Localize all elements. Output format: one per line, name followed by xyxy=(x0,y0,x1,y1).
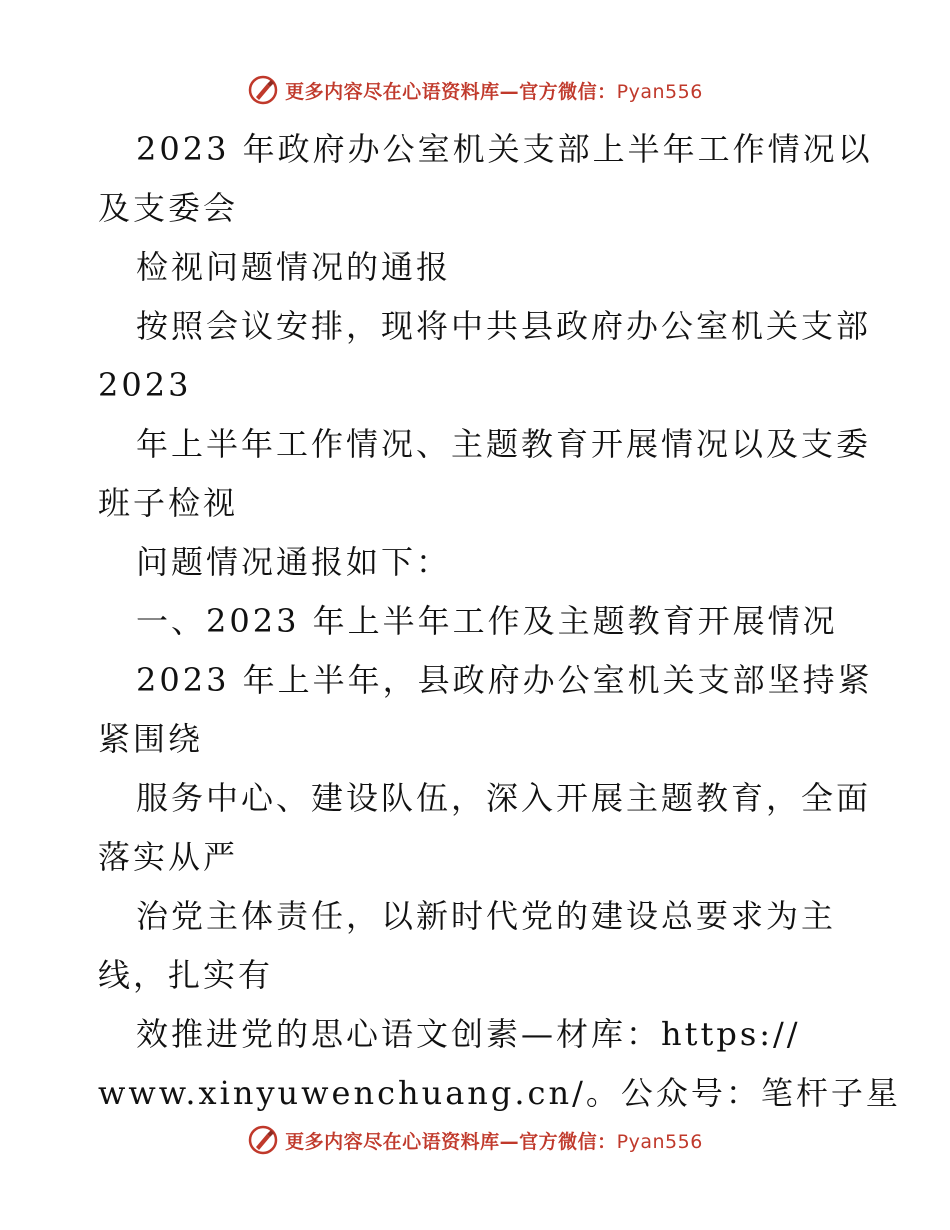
watermark-contact: Pyan556 xyxy=(616,80,703,103)
text-line: www.xinyuwenchuang.cn/。公众号：笔杆子星 xyxy=(98,1074,901,1112)
document-body xyxy=(98,120,901,1123)
text-line: 线，扎实有 xyxy=(98,956,274,994)
text-line: 效推进党的思心语文创素—材库：https:// xyxy=(136,1015,801,1053)
text-line: 及支委会 xyxy=(98,189,239,227)
text-line: 问题情况通报如下： xyxy=(136,543,452,581)
text-line: 落实从严 xyxy=(98,838,239,876)
text-line: 2023 年上半年，县政府办公室机关支部坚持紧 xyxy=(136,661,873,699)
text-line: 检视问题情况的通报 xyxy=(136,248,452,286)
text-line: 年上半年工作情况、主题教育开展情况以及支委 xyxy=(136,425,872,463)
watermark-text: 更多内容尽在心语资料库—官方微信：Pyan556 xyxy=(285,80,703,103)
pen-logo-icon xyxy=(247,74,279,106)
text-line: 服务中心、建设队伍，深入开展主题教育，全面 xyxy=(136,779,872,817)
text-line: 紧围绕 xyxy=(98,720,204,758)
text-line: 治党主体责任，以新时代党的建设总要求为主 xyxy=(136,897,837,935)
text-line: 班子检视 xyxy=(98,484,239,522)
text-line: 2023 年政府办公室机关支部上半年工作情况以 xyxy=(136,130,873,168)
watermark-text: 更多内容尽在心语资料库—官方微信：Pyan556 xyxy=(285,1130,703,1153)
text-line: 2023 xyxy=(98,366,192,404)
text-line: 按照会议安排，现将中共县政府办公室机关支部 xyxy=(136,307,872,345)
pen-logo-icon xyxy=(247,1124,279,1156)
text-line: 一、2023 年上半年工作及主题教育开展情况 xyxy=(136,602,838,640)
header-watermark xyxy=(0,70,950,110)
footer-watermark xyxy=(0,1120,950,1160)
watermark-contact: Pyan556 xyxy=(616,1130,703,1153)
